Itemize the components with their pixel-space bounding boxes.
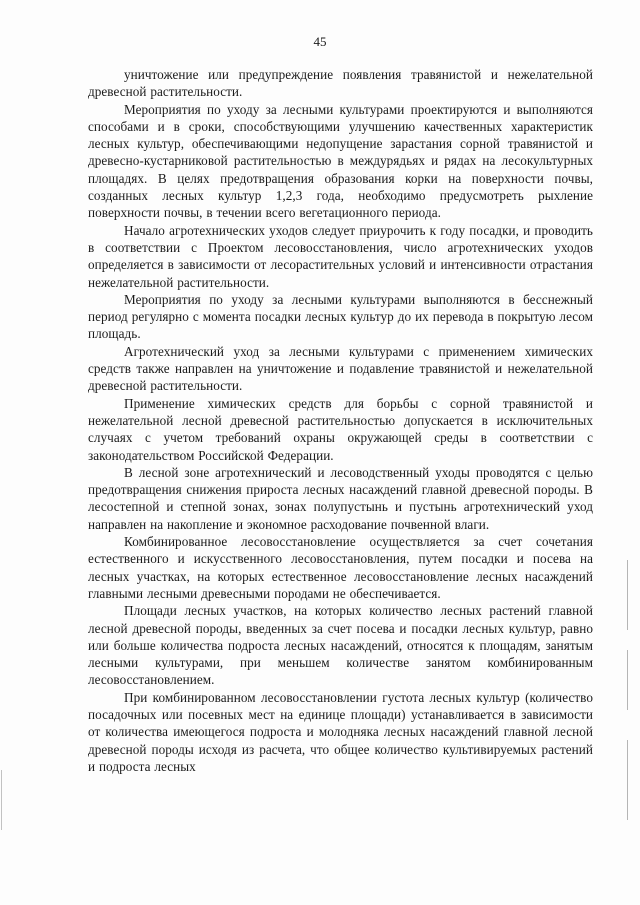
body-text <box>88 66 593 775</box>
paragraph-4: Мероприятия по уходу за лесными культурами выполняются в бесснежный период регулярно с момента посадки лесных культур до их перевода в покрытую лесом площадь. <box>88 291 593 342</box>
scan-edge-mark <box>1 770 2 830</box>
paragraph-8: Комбинированное лесовосстановление осуществляется за счет сочетания естественного и искусственного лесовосстановления, путем посадки и посева на лесных участках, на которых естественное лесовосстановление лесных насаждений главными лесными древесными породами не обеспечивается. <box>88 534 593 601</box>
paragraph-7: В лесной зоне агротехнический и лесоводственный уходы проводятся с целью предотвращения снижения прироста лесных насаждений главной древесной породы. В лесостепной и степной зонах, зонах полупустынь и пустынь агротехнический уход направлен на накопление и экономное расходование почвенной влаги. <box>88 464 593 532</box>
page-number: 45 <box>313 34 327 49</box>
paragraph-9: Площади лесных участков, на которых количество лесных растений главной лесной древесной породы, введенных за счет посева и посадки лесных культур, равно или больше количества подроста лесных насаждений, относятся к площадям, занятым лесными культурами, при меньшем количестве занятом комбинированным лесовосстановлением. <box>88 603 593 688</box>
paragraph-5: Агротехнический уход за лесными культурами с применением химических средств также направлен на уничтожение и подавление травянистой и нежелательной древесной растительности. <box>88 343 593 394</box>
scan-edge-mark <box>627 650 628 710</box>
paragraph-1: уничтожение или предупреждение появления травянистой и нежелательной древесной растительности. <box>88 67 593 100</box>
scan-edge-mark <box>627 740 628 820</box>
paragraph-6: Применение химических средств для борьбы с сорной травянистой и нежелательной лесной древесной растительностью допускается в исключительных случаях с учетом требований охраны окружающей среды в соответствии с законодательством Российской Федерации. <box>88 395 593 463</box>
scan-edge-mark <box>627 560 628 630</box>
paragraph-2: Мероприятия по уходу за лесными культурами проектируются и выполняются способами и в сроки, способствующими улучшению качественных характеристик лесных культур, обеспечивающими недопущение зарастания сорной травянистой и древесно-кустарниковой растительностью в междурядьях и рядах на лесокультурных площадях. В целях предотвращения образования корки на поверхности почвы, созданных лесных культур 1,2,3 года, необходимо предусмотреть рыхление поверхности почвы, в течении всего вегетационного периода. <box>88 101 593 221</box>
paragraph-3: Начало агротехнических уходов следует приурочить к году посадки, и проводить в соответствии с Проектом лесовосстановления, число агротехнических уходов определяется в зависимости от лесорастительных условий и интенсивности отрастания нежелательной растительности. <box>88 222 593 290</box>
paragraph-10: При комбинированном лесовосстановлении густота лесных культур (количество посадочных или посевных мест на единице площади) устанавливается в зависимости от количества имеющегося подроста и молодняка лесных насаждений главной лесной древесной породы исходя из расчета, что общее количество культивируемых растений и подроста лесных <box>88 689 593 774</box>
